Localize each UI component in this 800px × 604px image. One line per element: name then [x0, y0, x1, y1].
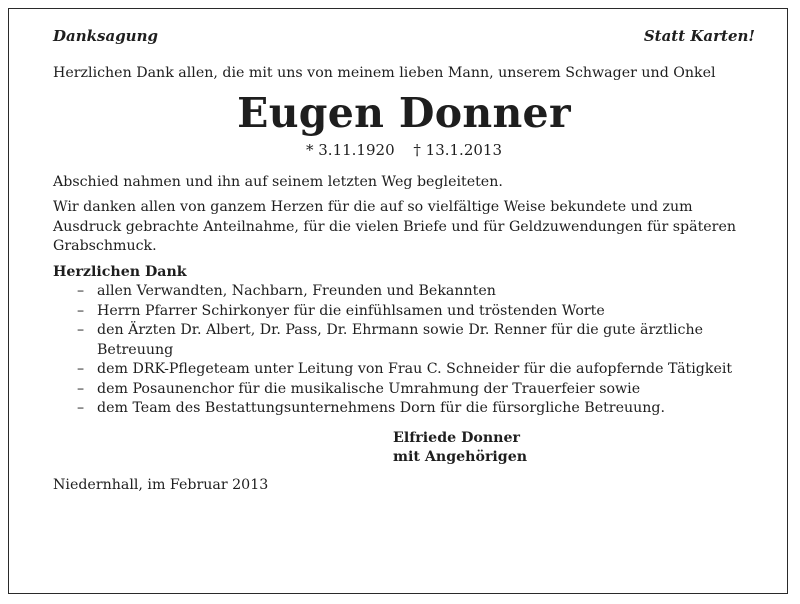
notice-frame [8, 8, 788, 594]
thanks-list [53, 282, 755, 419]
farewell-text: Abschied nahmen und ihn auf seinem letzten Weg begleiteten. [53, 173, 503, 190]
list-item: – allen Verwandten, Nachbarn, Freunden und Bekannten [77, 282, 755, 302]
birth-date: * 3.11.1920 [306, 141, 395, 159]
header-title: Danksagung [53, 27, 158, 45]
dash-bullet: – [77, 283, 85, 299]
list-item: – Herrn Pfarrer Schirkonyer für die einfühlsamen und tröstenden Worte [77, 302, 755, 322]
death-date: † 13.1.2013 [413, 141, 502, 159]
dash-bullet: – [77, 361, 85, 377]
thanks-heading: Herzlichen Dank [53, 263, 187, 280]
signature-relatives: mit Angehörigen [393, 449, 528, 465]
dash-bullet: – [77, 302, 85, 319]
list-item: – den Ärzten Dr. Albert, Dr. Pass, Dr. Ehrmann sowie Dr. Renner für die gute ärztliche Betreuung [77, 322, 703, 358]
notice-content [53, 27, 755, 495]
signature-block [393, 429, 755, 468]
signature-name: Elfriede Donner [393, 429, 520, 446]
place-date: Niedernhall, im Februar 2013 [53, 476, 269, 493]
dash-bullet: – [77, 380, 85, 397]
header-note: Statt Karten! [643, 27, 755, 45]
life-dates [53, 141, 755, 161]
gratitude-text: Wir danken allen von ganzem Herzen für die auf so vielfältige Weise bekundete und zum Ausdruck gebrachte Anteilnahme, für die vielen Briefe und für Geldzuwendungen für späteren Grabschmuck. [53, 199, 736, 254]
list-item: – dem Team des Bestattungsunternehmens Dorn für die fürsorgliche Betreuung. [77, 399, 755, 419]
dash-bullet: – [77, 400, 85, 416]
intro-text: Herzlichen Dank allen, die mit uns von meinem lieben Mann, unserem Schwager und Onkel [53, 64, 716, 81]
notice-header [53, 27, 755, 47]
deceased-name: Eugen Donner [237, 89, 571, 137]
dash-bullet: – [77, 322, 85, 338]
list-item: – dem DRK-Pflegeteam unter Leitung von Frau C. Schneider für die aufopfernde Tätigkeit [77, 360, 755, 380]
list-item: – dem Posaunenchor für die musikalische Umrahmung der Trauerfeier sowie [77, 380, 755, 400]
